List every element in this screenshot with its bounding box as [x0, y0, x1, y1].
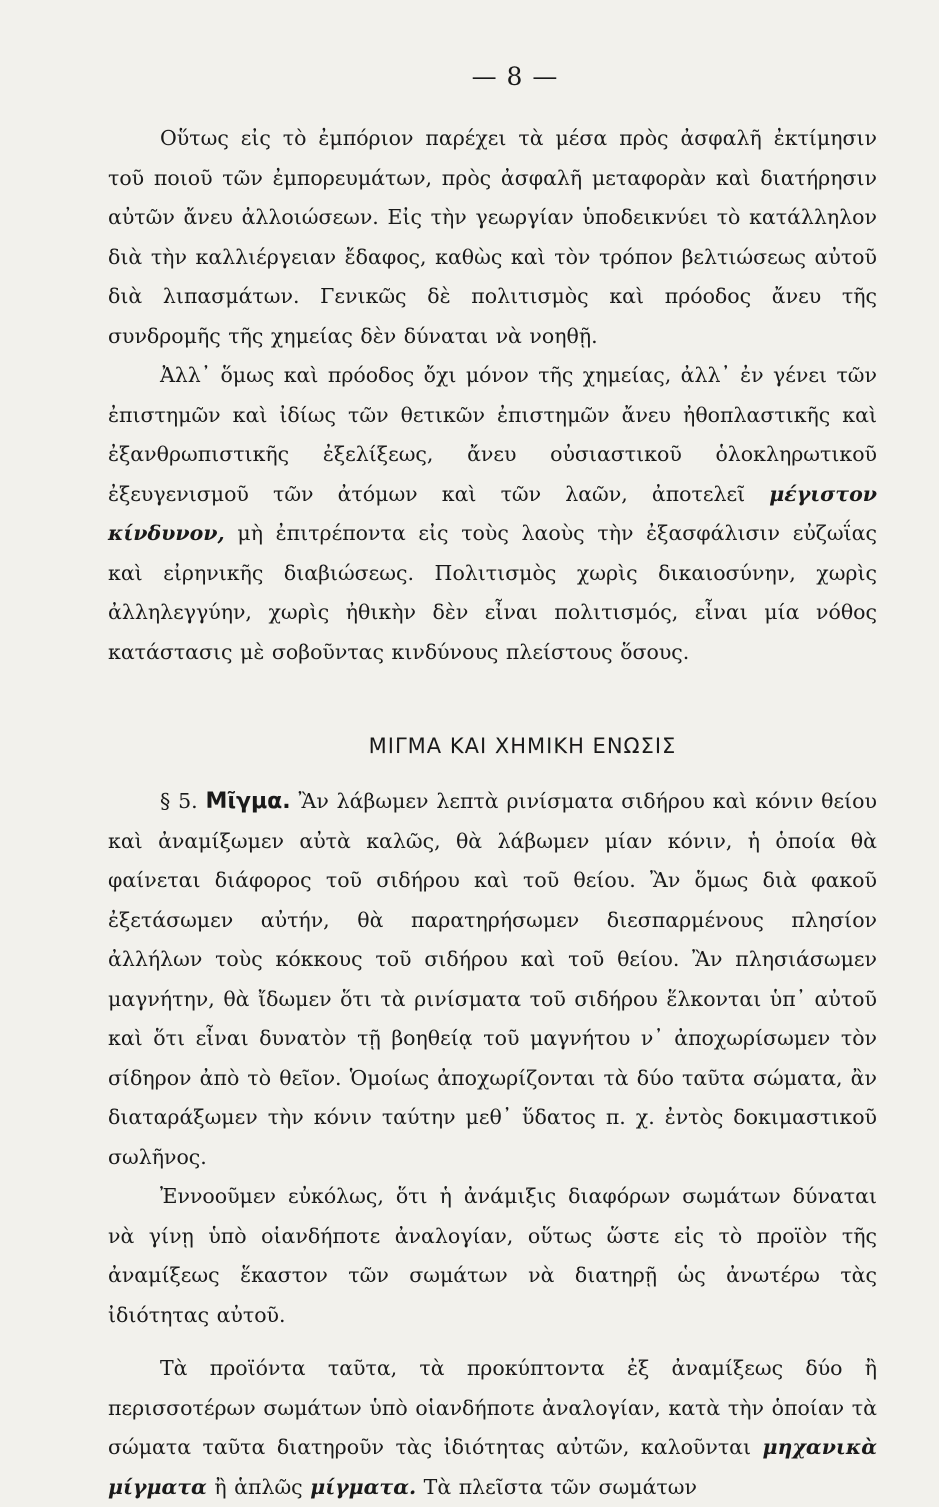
paragraph-mixture	[108, 782, 877, 1177]
section-number: § 5.	[160, 789, 198, 813]
emphasis-mechanical-mixtures: μηχανικὰ μίγματα	[108, 1435, 877, 1499]
paragraph-progress-text-2: μὴ ἐπιτρέποντα εἰς τοὺς λαοὺς τὴν ἐξασφάλισιν εὐζωΐας καὶ εἰρηνικῆς διαβιώσεως. Πολιτισμὸς χωρὶς δικαιοσύνην, χωρὶς ἀλληλεγγύην, χωρὶς ἠθικὴν δὲν εἶναι πολιτισμός, εἶναι μία νόθος κατάστασις μὲ σοβοῦντας κινδύνους πλείστους ὅσους.	[108, 521, 877, 664]
page-number: — 8 —	[471, 62, 559, 91]
paragraph-definition-text-3: Τὰ πλεῖστα τῶν σωμάτων	[423, 1474, 697, 1499]
emphasis-great-danger: μέγιστον κίνδυνον,	[108, 481, 877, 545]
paragraph-gap	[108, 1335, 877, 1349]
paragraph-definition-text-2: ἢ ἁπλῶς	[214, 1474, 303, 1499]
paragraph-definition-text-1: Τὰ προϊόντα ταῦτα, τὰ προκύπτοντα ἐξ ἀναμίξεως δύο ἢ περισσοτέρων σωμάτων ὑπὸ οἱανδήποτε ἀναλογίαν, κατὰ τὴν ὁποίαν τὰ σώματα ταῦτα διατηροῦν τὰς ἰδιότητας αὐτῶν, καλοῦνται	[108, 1356, 877, 1459]
paragraph-progress-text-1: Ἀλλ᾽ ὅμως καὶ πρόοδος ὄχι μόνον τῆς χημείας, ἀλλ᾽ ἐν γένει τῶν ἐπιστημῶν καὶ ἰδίως τῶν θετικῶν ἐπιστημῶν ἄνευ ἠθοπλαστικῆς καὶ ἐξανθρωπιστικῆς ἐξελίξεως, ἄνευ οὐσιαστικοῦ ὁλοκληρωτικοῦ ἐξευγενισμοῦ τῶν ἀτόμων καὶ τῶν λαῶν, ἀποτελεῖ	[108, 363, 877, 506]
body-text	[108, 119, 877, 1507]
section-title: Μῖγμα.	[205, 789, 291, 814]
paragraph-mixture-text: Ἂν λάβωμεν λεπτὰ ρινίσματα σιδήρου καὶ κόνιν θείου καὶ ἀναμίξωμεν αὐτὰ καλῶς, θὰ λάβωμεν μίαν κόνιν, ἡ ὁποία θὰ φαίνεται διάφορος τοῦ σιδήρου καὶ τοῦ θείου. Ἂν ὅμως διὰ φακοῦ ἐξετάσωμεν αὐτήν, θὰ παρατηρήσωμεν διεσπαρμένους πλησίον ἀλλήλων τοὺς κόκκους τοῦ σιδήρου καὶ τοῦ θείου. Ἂν πλησιάσωμεν μαγνήτην, θὰ ἴδωμεν ὅτι τὰ ρινίσματα τοῦ σιδήρου ἕλκονται ὑπ᾽ αὐτοῦ καὶ ὅτι εἶναι δυνατὸν τῇ βοηθείᾳ τοῦ μαγνήτου ν᾽ ἀποχωρίσωμεν τὸν σίδηρον ἀπὸ τὸ θεῖον. Ὁμοίως ἀποχωρίζονται τὰ δύο ταῦτα σώματα, ἂν διαταράξωμεν τὴν κόνιν ταύτην μεθ᾽ ὕδατος π. χ. ἐντὸς δοκιμαστικοῦ σωλῆνος.	[108, 789, 877, 1169]
paragraph-definition	[108, 1349, 877, 1507]
paragraph-commerce: Οὕτως εἰς τὸ ἐμπόριον παρέχει τὰ μέσα πρὸς ἀσφαλῆ ἐκτίμησιν τοῦ ποιοῦ τῶν ἐμπορευμάτων, πρὸς ἀσφαλῆ μεταφορὰν καὶ διατήρησιν αὐτῶν ἄνευ ἀλλοιώσεων. Εἰς τὴν γεωργίαν ὑποδεικνύει τὸ κατάλληλον διὰ τὴν καλλιέργειαν ἔδαφος, καθὼς καὶ τὸν τρόπον βελτιώσεως αὐτοῦ διὰ λιπασμάτων. Γενικῶς δὲ πολιτισμὸς καὶ πρόοδος ἄνευ τῆς συνδρομῆς τῆς χημείας δὲν δύναται νὰ νοηθῇ.	[108, 126, 877, 348]
paragraph-proportion: Ἐννοοῦμεν εὐκόλως, ὅτι ἡ ἀνάμιξις διαφόρων σωμάτων δύναται νὰ γίνῃ ὑπὸ οἱανδήποτε ἀναλογίαν, οὕτως ὥστε εἰς τὸ προϊὸν τῆς ἀναμίξεως ἕκαστον τῶν σωμάτων νὰ διατηρῇ ὡς ἀνωτέρω τὰς ἰδιότητας αὐτοῦ.	[108, 1184, 877, 1327]
section-heading: ΜΙΓΜΑ ΚΑΙ ΧΗΜΙΚΗ ΕΝΩΣΙΣ	[368, 734, 677, 758]
paragraph-progress	[108, 356, 877, 672]
emphasis-mixtures: μίγματα.	[310, 1474, 417, 1499]
